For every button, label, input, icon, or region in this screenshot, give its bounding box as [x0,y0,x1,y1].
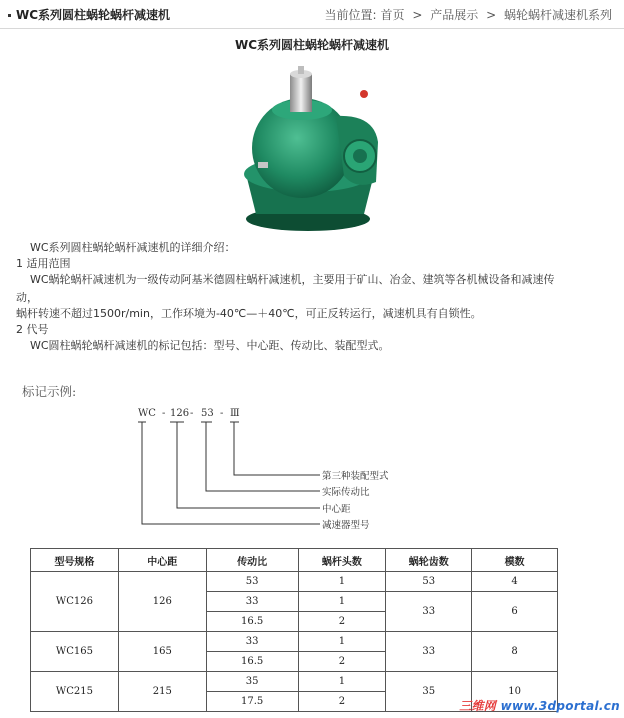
code-wc: WC [138,408,156,419]
cell-module: 6 [472,592,558,632]
cell-teeth: 33 [386,592,472,632]
cell-module: 8 [472,632,558,672]
code-dash-3: - [220,408,224,419]
cell-ratio: 33 [206,592,298,612]
gear-reducer-photo [236,64,388,234]
section-1-line-2: 动， [16,291,38,304]
header-module: 模数 [472,549,558,572]
cell-model: WC165 [31,632,119,672]
bullet-icon [8,14,11,17]
cell-ratio: 16.5 [206,612,298,632]
code-center-distance: 126 [170,408,190,419]
cell-starts: 1 [298,592,386,612]
section-1-line-1: WC蜗轮蜗杆减速机为一级传动阿基米德圆柱蜗杆减速机，主要用于矿山、冶金、建筑等各机械设备和减速传 [30,273,555,286]
product-title: WC系列圆柱蜗轮蜗杆减速机 [234,38,390,52]
cell-starts: 2 [298,612,386,632]
header-center-distance: 中心距 [118,549,206,572]
cell-starts: 2 [298,692,386,712]
code-dash-2: - [190,408,194,419]
cell-teeth: 35 [386,672,472,712]
cell-starts: 1 [298,632,386,652]
table-row [31,572,558,592]
cell-center: 126 [118,572,206,632]
cell-module: 10 [472,672,558,712]
label-actual-ratio: 实际传动比 [322,487,370,498]
cell-center: 165 [118,632,206,672]
table-header-row [31,549,558,572]
cell-ratio: 33 [206,632,298,652]
breadcrumb-separator: > [486,8,497,22]
cell-starts: 2 [298,652,386,672]
table-row [31,632,558,652]
cell-model: WC215 [31,672,119,712]
section-title [8,6,170,23]
cell-ratio: 35 [206,672,298,692]
section-2-title: 2 代号 [16,323,49,336]
code-dash-1: - [162,408,166,419]
example-label: 标记示例: [22,384,77,399]
intro-heading: WC系列圆柱蜗轮蜗杆减速机的详细介绍： [30,241,236,254]
cell-module: 4 [472,572,558,592]
breadcrumb-products[interactable]: 产品展示 [430,8,479,22]
breadcrumb [322,6,614,23]
section-2-line-1: WC圆柱蜗轮蜗杆减速机的标记包括：型号、中心距、传动比、装配型式。 [30,339,390,352]
label-center-distance: 中心距 [322,504,351,515]
cell-starts: 1 [298,672,386,692]
watermark-url: www.3dportal.cn [500,699,620,713]
section-1-title: 1 适用范围 [16,257,71,270]
code-ratio: 53 [201,408,214,419]
breadcrumb-category[interactable]: 蜗轮蜗杆减速机系列 [503,8,612,22]
label-reducer-model: 减速器型号 [322,520,370,531]
header-ratio: 传动比 [206,549,298,572]
breadcrumb-home[interactable]: 首页 [380,8,405,22]
cell-teeth: 53 [386,572,472,592]
top-bar [0,0,624,29]
spec-table [30,548,558,712]
code-mount: Ⅲ [230,408,240,419]
cell-ratio: 16.5 [206,652,298,672]
label-mount-type: 第三种装配型式 [322,471,389,482]
header-worm-starts: 蜗杆头数 [298,549,386,572]
breadcrumb-separator: > [412,8,423,22]
header-wheel-teeth: 蜗轮齿数 [386,549,472,572]
cell-center: 215 [118,672,206,712]
cell-model: WC126 [31,572,119,632]
marking-diagram [100,402,420,536]
cell-ratio: 53 [206,572,298,592]
section-title-text: WC系列圆柱蜗轮蜗杆减速机 [16,8,171,22]
cell-ratio: 17.5 [206,692,298,712]
cell-teeth: 33 [386,632,472,672]
watermark [459,697,620,714]
breadcrumb-prefix: 当前位置: [324,8,377,22]
watermark-cn: 三维网 [459,699,497,713]
header-model: 型号规格 [31,549,119,572]
table-row [31,672,558,692]
section-1-line-3: 蜗杆转速不超过1500r/min，工作环境为-40℃—＋40℃，可正反转运行，减速机具有自锁性。 [16,307,482,320]
cell-starts: 1 [298,572,386,592]
